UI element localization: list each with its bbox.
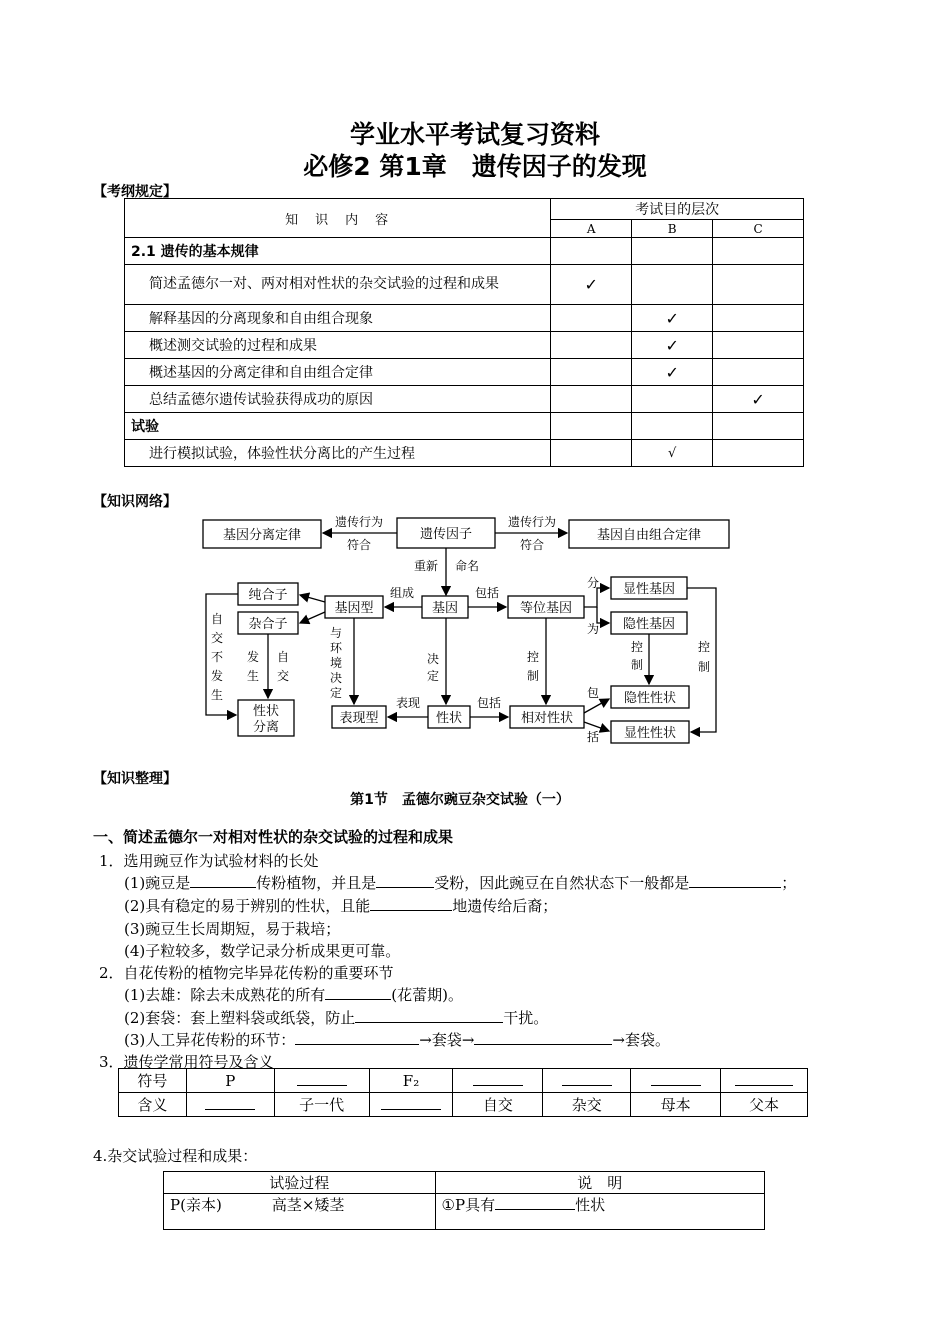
section-network: 【知识网络】 — [93, 494, 177, 510]
standard-row: 解释基因的分离现象和自由组合现象 — [125, 305, 551, 332]
knowledge-network-diagram — [0, 505, 950, 745]
svg-text:包: 包 — [586, 686, 600, 700]
svg-text:定: 定 — [329, 686, 343, 700]
item-1-4: (4)子粒较多，数学记录分析成果更可靠。 — [124, 942, 401, 960]
svg-text:包括: 包括 — [476, 696, 502, 710]
blank[interactable] — [474, 1030, 612, 1045]
blank[interactable] — [473, 1071, 523, 1086]
box-allele-text: 等位基因 — [519, 601, 573, 616]
box-genotype-text: 基因型 — [334, 601, 374, 616]
box-genetic-factor-text: 遗传因子 — [419, 527, 473, 542]
label-rename-2: 命名 — [454, 559, 480, 573]
label-as: 为 — [586, 622, 600, 636]
check-mark: ✓ — [632, 305, 713, 332]
box-dominant-gene-text: 显性基因 — [622, 582, 676, 597]
arrow-genotype-to-homozygote — [300, 595, 325, 602]
svg-text:决: 决 — [426, 652, 440, 666]
svg-text:发: 发 — [246, 650, 260, 664]
item-4: 4.杂交试验过程和成果： — [93, 1147, 258, 1165]
box-recessive-trait-text: 隐性性状 — [623, 691, 677, 706]
svg-text:分离: 分离 — [252, 720, 280, 735]
blank[interactable] — [735, 1071, 793, 1086]
box-separation-law-text: 基因分离定律 — [222, 528, 302, 543]
svg-text:交: 交 — [210, 631, 224, 645]
svg-text:自: 自 — [276, 650, 290, 664]
svg-text:括: 括 — [586, 730, 600, 744]
blank[interactable] — [295, 1030, 419, 1045]
meaning-row: 含义 子一代 自交 杂交 母本 父本 — [119, 1093, 808, 1117]
doc-title-line2: 必修2 第1章 遗传因子的发现 — [303, 152, 647, 181]
item-2: 2．自花传粉的植物完毕异花传粉的重要环节 — [99, 964, 394, 982]
standard-row: 进行模拟试验，体验性状分离比的产生过程 — [125, 440, 551, 467]
label-compose: 组成 — [389, 586, 415, 600]
section-organize: 【知识整理】 — [93, 771, 177, 787]
header-levels: 考试目的层次 — [551, 199, 804, 220]
standard-row: 概述基因的分离定律和自由组合定律 — [125, 359, 551, 386]
group-heading: 2.1 遗传的基本规律 — [125, 238, 551, 265]
box-gene-text: 基因 — [431, 601, 459, 616]
label-inherit-right: 遗传行为 — [507, 515, 557, 529]
standards-table — [124, 198, 804, 467]
blank[interactable] — [495, 1195, 575, 1210]
blank[interactable] — [355, 1008, 503, 1023]
arrow-genotype-to-heterozygote — [300, 612, 325, 623]
box-phenotype-text: 表现型 — [339, 711, 379, 726]
box-recessive-gene-text: 隐性基因 — [622, 617, 676, 632]
svg-text:定: 定 — [426, 669, 440, 683]
check-mark: ✓ — [632, 332, 713, 359]
item-1-1: (1)豌豆是 传粉植物，并且是 受粉，因此豌豆在自然状态下一般都是 ； — [124, 874, 797, 892]
svg-text:与: 与 — [329, 626, 343, 640]
svg-text:控: 控 — [630, 640, 644, 654]
svg-text:境: 境 — [329, 656, 343, 670]
blank[interactable] — [297, 1071, 347, 1086]
box-heterozygote-text: 杂合子 — [248, 617, 288, 632]
label-inherit-left: 遗传行为 — [334, 515, 384, 529]
svg-text:制: 制 — [630, 658, 644, 672]
item-2-3: (3)人工异花传粉的环节： →套袋→ →套袋。 — [124, 1031, 670, 1049]
blank[interactable] — [205, 1095, 255, 1110]
label-divide: 分 — [586, 576, 600, 590]
svg-text:生: 生 — [246, 669, 260, 683]
blank[interactable] — [562, 1071, 612, 1086]
svg-text:生: 生 — [210, 688, 224, 702]
blank[interactable] — [381, 1095, 441, 1110]
standard-row: 概述测交试验的过程和成果 — [125, 332, 551, 359]
section1-title: 第1节 孟德尔豌豆杂交试验（一） — [350, 792, 570, 808]
svg-text:不: 不 — [210, 650, 224, 664]
svg-text:表现: 表现 — [395, 696, 421, 710]
experiment-header-notes: 说 明 — [435, 1172, 764, 1194]
experiment-header-process: 试验过程 — [164, 1172, 436, 1194]
item-2-1: (1)去雄：除去未成熟花的所有 (花蕾期)。 — [124, 986, 463, 1004]
blank[interactable] — [376, 873, 434, 888]
svg-text:决: 决 — [329, 671, 343, 685]
experiment-process-cell: P(亲本) 高茎×矮茎 — [164, 1194, 436, 1230]
arrow-allele-to-dominant-gene — [584, 588, 609, 607]
svg-text:控: 控 — [526, 650, 540, 664]
svg-text:控: 控 — [697, 640, 711, 654]
section-kaogang: 【考纲规定】 — [93, 184, 177, 200]
svg-text:制: 制 — [697, 660, 711, 674]
svg-text:发: 发 — [210, 669, 224, 683]
symbol-row: 符号 P F₂ — [119, 1069, 808, 1093]
label-conform-left: 符合 — [346, 538, 372, 552]
item-3: 3．遗传学常用符号及含义 — [99, 1053, 274, 1071]
svg-text:环: 环 — [329, 641, 343, 655]
item-2-2: (2)套袋：套上塑料袋或纸袋，防止 干扰。 — [124, 1009, 549, 1027]
blank[interactable] — [689, 873, 781, 888]
box-free-combination-law-text: 基因自由组合定律 — [596, 528, 702, 543]
label-include: 包括 — [474, 586, 500, 600]
part1-title: 一、简述孟德尔一对相对性状的杂交试验的过程和成果 — [93, 828, 454, 846]
item-1: 1．选用豌豆作为试验材料的长处 — [99, 852, 319, 870]
blank[interactable] — [325, 985, 391, 1000]
standard-row: 简述孟德尔一对、两对相对性状的杂交试验的过程和成果 — [125, 265, 551, 305]
arrow-allele-to-recessive-gene — [597, 607, 609, 623]
item-1-3: (3)豌豆生长周期短，易于栽培； — [124, 920, 341, 938]
blank[interactable] — [651, 1071, 701, 1086]
header-content: 知 识 内 容 — [125, 199, 551, 238]
blank[interactable] — [190, 873, 256, 888]
level-c: C — [713, 220, 804, 238]
level-a: A — [551, 220, 632, 238]
svg-text:性状: 性状 — [252, 704, 280, 719]
group-heading: 试验 — [125, 413, 551, 440]
check-mark: √ — [632, 440, 713, 467]
symbol-table — [118, 1068, 808, 1117]
svg-text:交: 交 — [276, 669, 290, 683]
svg-text:制: 制 — [526, 669, 540, 683]
check-mark: ✓ — [551, 265, 632, 305]
box-homozygote-text: 纯合子 — [248, 588, 288, 603]
level-b: B — [632, 220, 713, 238]
svg-text:自: 自 — [210, 612, 224, 626]
arrow-relative-to-recessive-trait — [584, 699, 609, 713]
check-mark: ✓ — [713, 386, 804, 413]
item-1-2: (2)具有稳定的易于辨别的性状，且能 地遗传给后裔； — [124, 897, 558, 915]
label-conform-right: 符合 — [519, 538, 545, 552]
blank[interactable] — [370, 896, 452, 911]
experiment-table — [163, 1171, 765, 1230]
label-rename-1: 重新 — [413, 559, 439, 573]
check-mark: ✓ — [632, 359, 713, 386]
experiment-notes-cell: ①P具有 性状 — [435, 1194, 764, 1230]
box-relative-trait-text: 相对性状 — [520, 711, 574, 726]
standard-row: 总结孟德尔遗传试验获得成功的原因 — [125, 386, 551, 413]
box-dominant-trait-text: 显性性状 — [623, 726, 677, 741]
box-trait-text: 性状 — [435, 711, 463, 726]
doc-title-line1: 学业水平考试复习资料 — [349, 120, 600, 149]
